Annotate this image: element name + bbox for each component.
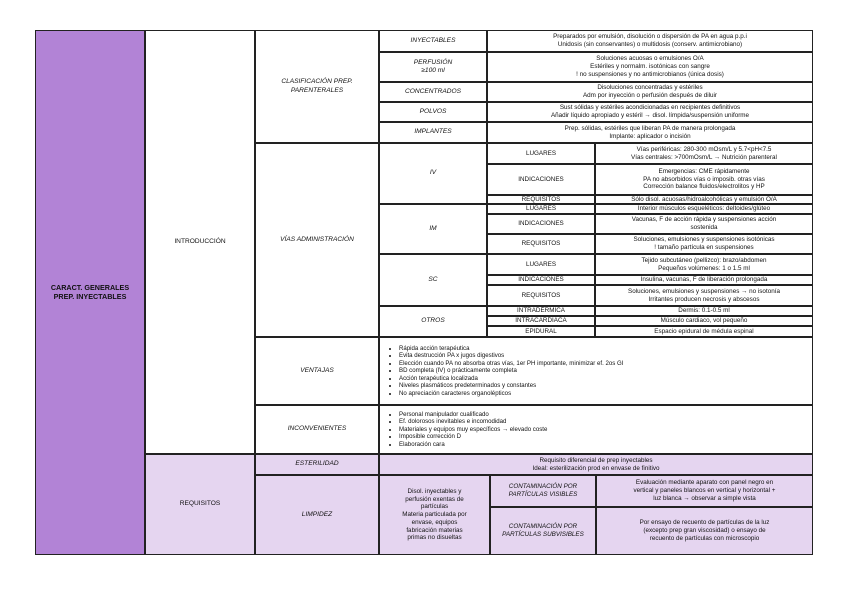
clasif-perfusion-desc [487, 52, 813, 82]
via-otros-name: OTROS [379, 306, 487, 337]
desc-line: sostenida [690, 224, 718, 231]
desc-line: Evaluación mediante aparato con panel negro en [635, 479, 774, 487]
via-intracardiaca-label: INTRACARDIACA [487, 316, 595, 326]
via-intradermica-label: INTRADÉRMICA [487, 306, 595, 316]
clasif-implantes-name: IMPLANTES [379, 122, 487, 143]
desc-line: Disoluciones concentradas y estériles [597, 84, 703, 92]
root-title-text: CARACT. GENERALES PREP. INYECTABLES [50, 282, 130, 301]
via-iv-indicaciones-label: INDICACIONES [487, 164, 595, 195]
inconvenientes-list [379, 405, 813, 454]
via-iv-name: IV [379, 143, 487, 204]
inconveniente-item: • Imposible corrección D [399, 433, 547, 440]
limpidez-label: LIMPIDEZ [255, 475, 379, 555]
desc-line: luz blanca → observar a simple vista [653, 494, 756, 502]
clasif-inyectables-name: INYECTABLES [379, 30, 487, 52]
vias-label: VÍAS ADMINISTRACIÓN [255, 143, 379, 337]
root-title [35, 30, 145, 555]
via-iv-requisitos-label: REQUISITOS [487, 195, 595, 204]
desc-line: (excepto prep gran viscosidad) o ensayo de [643, 527, 766, 535]
clasif-concentrados-desc [487, 82, 813, 102]
via-sc-indicaciones-label: INDICACIONES [487, 275, 595, 285]
via-iv-lugares-label: LUGARES [487, 143, 595, 164]
ventajas-label: VENTAJAS [255, 337, 379, 405]
via-intradermica-desc: Dermis: 0.1-0.5 ml [595, 306, 813, 316]
desc-line: ! no suspensiones y no antimicrobianos (única dosis) [576, 70, 724, 78]
esterilidad-desc [379, 454, 813, 475]
desc-line: Emergencias: CME rápidamente [658, 167, 750, 175]
desc-line: Vías periféricas: 280-300 mOsm/L y 5.7<pH<7.5 [636, 145, 772, 153]
via-sc-requisitos-label: REQUISITOS [487, 285, 595, 306]
inconvenientes-label: INCONVENIENTES [255, 405, 379, 454]
desc-line: Disol. inyectables y [407, 488, 462, 496]
desc-line: fabricación materias [406, 526, 463, 534]
via-sc-requisitos [595, 285, 813, 306]
desc-line: Adm por inyección o perfusión después de diluir [582, 92, 718, 99]
desc-line: Vías centrales: >700mOsm/L → Nutrición parenteral [631, 153, 777, 161]
limpidez-desc [379, 475, 490, 555]
desc-line: Corrección balance fluidos/electrolitos y HP [643, 183, 765, 191]
via-epidural-desc: Espacio epidural de médula espinal [595, 326, 813, 337]
name-line: PERFUSIÓN [413, 58, 453, 66]
clasif-polvos-name: POLVOS [379, 102, 487, 122]
desc-line: Prep. sólidas, estériles que liberan PA de manera prolongada [564, 124, 736, 132]
desc-line: Soluciones, emulsiones y suspensiones → no isotonía [628, 287, 780, 295]
desc-line: Estériles y normalm. isotónicas con sangre [590, 63, 710, 71]
via-intracardiaca-desc: Músculo cardiaco, vol pequeño [595, 316, 813, 326]
inconveniente-item: • Elaboración cara [399, 441, 547, 448]
contaminacion-visibles-desc [596, 475, 813, 507]
desc-line: Unidosis (sin conservantes) o multidosis (conserv. antimicrobiano) [557, 41, 743, 48]
esterilidad-label: ESTERILIDAD [255, 454, 379, 475]
clasif-polvos-desc [487, 102, 813, 122]
ventaja-item: • Acción terapéutica localizada [399, 375, 623, 382]
via-sc-lugares-label: LUGARES [487, 254, 595, 275]
desc-line: Requisito diferencial de prep inyectables [539, 456, 653, 464]
inconveniente-item: • Personal manipulador cualificado [399, 411, 547, 418]
inconveniente-item: • Ef. dolorosos inevitables e incomodidad [399, 418, 547, 425]
clasif-implantes-desc [487, 122, 813, 143]
name-line: ≥100 ml [421, 67, 445, 74]
label-line: CONTAMINACIÓN POR [508, 483, 578, 491]
desc-line: ! tamaño partícula en suspensiones [654, 244, 754, 251]
ventajas-list [379, 337, 813, 405]
desc-line: Soluciones, emulsiones y suspensiones isotónicas [633, 236, 775, 244]
label-line: PARTÍCULAS SUBVISIBLES [502, 531, 584, 538]
ventaja-item: • BD completa (IV) o prácticamente completa [399, 367, 623, 374]
via-sc-name: SC [379, 254, 487, 306]
desc-line: Por ensayo de recuento de partículas de la luz [639, 519, 770, 527]
via-sc-indicaciones: Insulina, vacunas, F de liberación prolongada [595, 275, 813, 285]
desc-line: PA no absorbidos vías o imposib. otras vías [643, 175, 765, 183]
desc-line: Irritantes producen necrosis y abscesos [648, 295, 760, 303]
contaminacion-subvisibles-label [490, 507, 596, 555]
via-im-name: IM [379, 204, 487, 254]
ventaja-item: • Elección cuando PA no absorba otras vías, 1er PH importante, minimizar ef. 2os GI [399, 360, 623, 367]
inconveniente-item: • Materiales y equipos muy específicos → elevado coste [399, 426, 547, 433]
desc-line: Tejido subcutáneo (pellizco): brazo/abdomen [641, 256, 767, 264]
via-im-indicaciones [595, 214, 813, 234]
clasificacion-label-text: CLASIFICACIÓN PREP. PARENTERALES [281, 78, 353, 94]
clasif-concentrados-name: CONCENTRADOS [379, 82, 487, 102]
desc-line: Soluciones acuosas o emulsiones O/A [596, 55, 704, 63]
section-introduccion: INTRODUCCIÓN [145, 30, 255, 454]
via-iv-lugares [595, 143, 813, 164]
desc-line: Pequeños volúmenes: 1 o 1.5 ml [658, 264, 750, 272]
desc-line: Vacunas, F de acción rápida y suspensiones acción [631, 216, 777, 224]
desc-line: perfusión exentas de [405, 495, 464, 503]
ventaja-item: • No apreciación caracteres organolépticos [399, 390, 623, 397]
via-im-requisitos-label: REQUISITOS [487, 234, 595, 254]
via-im-lugares: Interior músculos esqueléticos: deltoides/glúteo [595, 204, 813, 214]
desc-line: envase, equipos [411, 518, 458, 526]
desc-line: partículas [420, 503, 449, 511]
via-im-lugares-label: LUGARES [487, 204, 595, 214]
via-sc-lugares [595, 254, 813, 275]
label-line: PARTÍCULAS VISIBLES [508, 491, 578, 498]
clasif-inyectables-desc [487, 30, 813, 52]
via-im-requisitos [595, 234, 813, 254]
desc-line: recuento de partículas con microscopio [649, 534, 760, 542]
desc-line: Añadir líquido apropiado y estéril → disol. límpida/suspensión uniforme [550, 112, 750, 119]
desc-line: vertical y paneles blancos en vertical y horizontal + [633, 487, 776, 495]
desc-line: Sust sólidas y estériles acondicionadas en recipientes definitivos [559, 104, 741, 112]
via-epidural-label: EPIDURAL [487, 326, 595, 337]
desc-line: Ideal: esterilización prod en envase de finitivo [532, 464, 660, 472]
ventaja-item: • Evita destrucción PA x jugos digestivos [399, 352, 623, 359]
desc-line: primas no disueltas [407, 534, 462, 542]
via-iv-indicaciones [595, 164, 813, 195]
clasif-perfusion-name [379, 52, 487, 82]
desc-line: Preparados por emulsión, disolución o dispersión de PA en agua p.p.i [553, 33, 747, 41]
ventaja-item: • Rápida acción terapéutica [399, 345, 623, 352]
contaminacion-visibles-label [490, 475, 596, 507]
ventaja-item: • Niveles plasmáticos predeterminados y constantes [399, 382, 623, 389]
clasificacion-label [255, 30, 379, 143]
via-iv-requisitos: Sólo disol. acuosas/hidroalcohólicas y emulsión O/A [595, 195, 813, 204]
desc-line: Materia particulada por [402, 511, 467, 519]
contaminacion-subvisibles-desc [596, 507, 813, 555]
section-requisitos: REQUISITOS [145, 454, 255, 555]
label-line: CONTAMINACIÓN POR [508, 523, 578, 531]
via-im-indicaciones-label: INDICACIONES [487, 214, 595, 234]
desc-line: Implante: aplicador o incisión [609, 132, 691, 140]
